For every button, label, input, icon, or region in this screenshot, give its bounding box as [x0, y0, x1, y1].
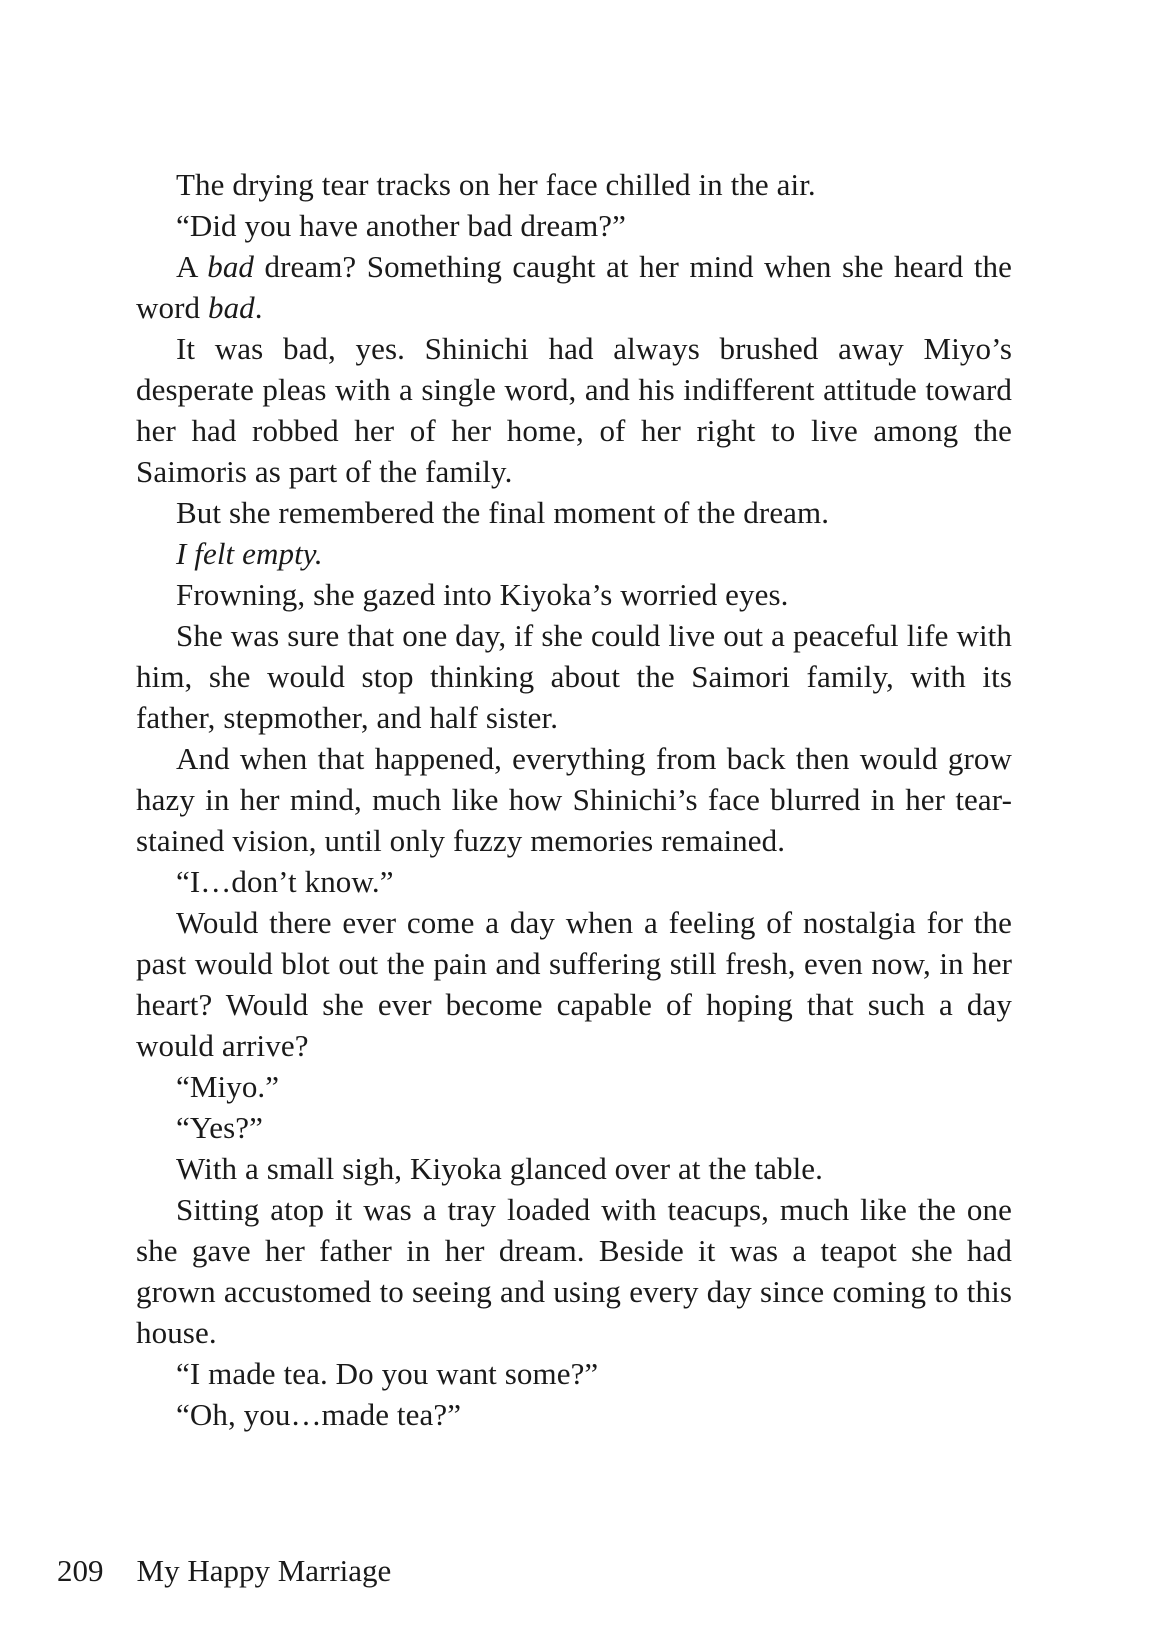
paragraph: A bad dream? Something caught at her mind when she heard the word bad. — [136, 249, 1012, 325]
paragraph: It was bad, yes. Shinichi had always brushed away Miyo’s desperate pleas with a single word, and his indifferent attitude toward her had robbed her of her home, of her right to live among the Saimoris as part of the family. — [136, 331, 1012, 489]
paragraph: “Did you have another bad dream?” — [176, 208, 627, 243]
paragraph: But she remembered the final moment of the dream. — [176, 495, 830, 530]
paragraph: “Miyo.” — [176, 1069, 280, 1104]
paragraph: “Oh, you…made tea?” — [176, 1397, 462, 1432]
body-text — [136, 164, 1012, 1435]
paragraph: “Yes?” — [176, 1110, 263, 1145]
page-number: 209 — [57, 1553, 104, 1588]
paragraph: “I…don’t know.” — [176, 864, 394, 899]
book-title: My Happy Marriage — [136, 1553, 392, 1588]
paragraph: Frowning, she gazed into Kiyoka’s worried eyes. — [176, 577, 789, 612]
paragraph: I felt empty. — [176, 536, 323, 571]
paragraph: With a small sigh, Kiyoka glanced over at the table. — [176, 1151, 824, 1186]
paragraph: She was sure that one day, if she could live out a peaceful life with him, she would stop thinking about the Saimori family, with its father, stepmother, and half sister. — [136, 618, 1012, 735]
paragraph: “I made tea. Do you want some?” — [176, 1356, 599, 1391]
paragraph: Would there ever come a day when a feeling of nostalgia for the past would blot out the pain and suffering still fresh, even now, in her heart? Would she ever become capable of hoping that such a day would arrive? — [136, 905, 1012, 1063]
paragraph: And when that happened, everything from back then would grow hazy in her mind, much like how Shinichi’s face blurred in her tear-stained vision, until only fuzzy memories remained. — [136, 741, 1012, 858]
page-footer — [57, 1554, 391, 1588]
paragraph: Sitting atop it was a tray loaded with teacups, much like the one she gave her father in her dream. Beside it was a teapot she had grown accustomed to seeing and using every day since coming to this house. — [136, 1192, 1012, 1350]
paragraph: The drying tear tracks on her face chilled in the air. — [176, 167, 816, 202]
